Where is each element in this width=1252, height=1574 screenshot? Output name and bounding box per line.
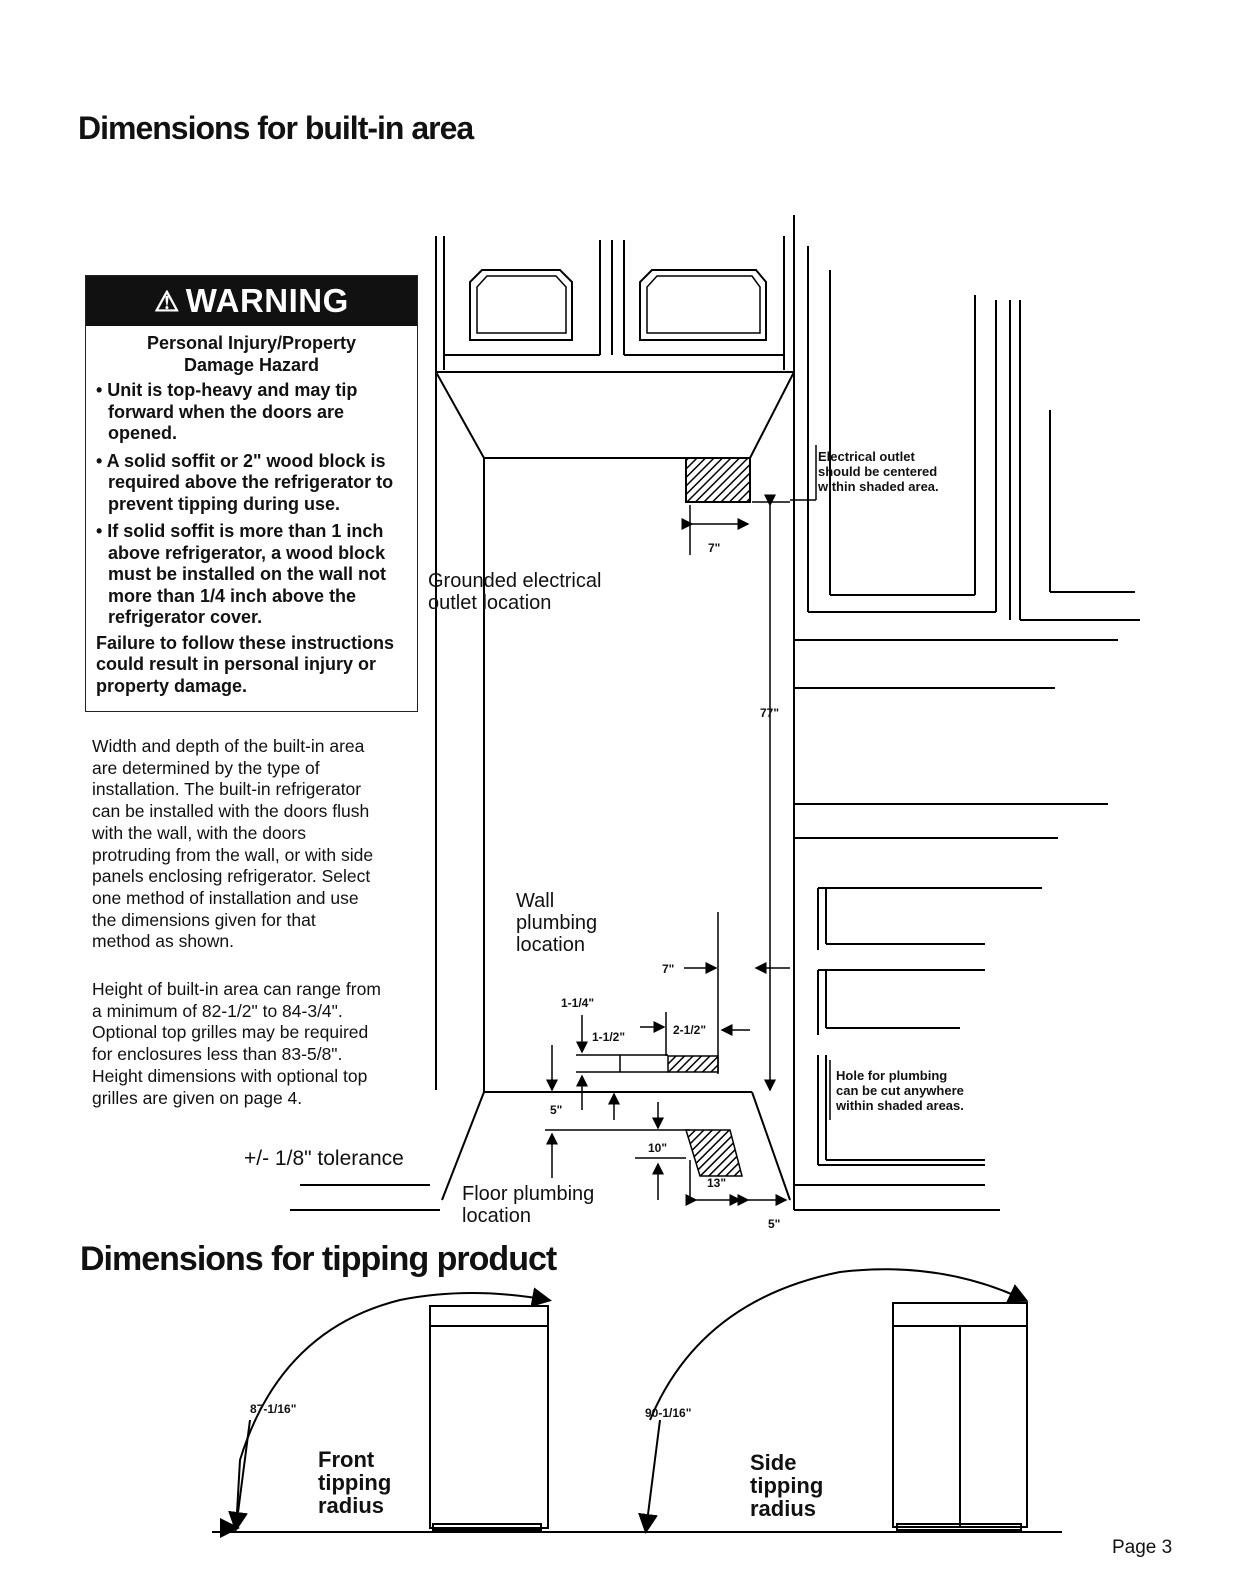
page-title: Dimensions for built-in area <box>78 110 474 146</box>
side-radius-value: 90-1/16" <box>645 1406 692 1420</box>
dim-5-left: 5" <box>550 1103 563 1117</box>
page-number: Page 3 <box>1112 1537 1173 1558</box>
warning-failure: Failure to follow these instructions could result in personal injury or property damage. <box>96 632 395 696</box>
floor-plumbing-label: Floor plumbing location <box>462 1183 595 1227</box>
side-tipping-label: Side tipping radius <box>750 1450 824 1521</box>
grounded-outlet-label: Grounded electrical outlet location <box>428 570 602 614</box>
dim-13: 13" <box>707 1176 727 1190</box>
electrical-note: Electrical outlet should be centered within shaded area. <box>818 449 939 494</box>
dim-outlet-offset: 7" <box>708 541 721 555</box>
front-tipping-label: Front tipping radius <box>318 1447 392 1518</box>
tipping-section-title: Dimensions for tipping product <box>80 1240 557 1278</box>
dim-10: 10" <box>648 1141 668 1155</box>
dim-1-1-4: 1-1/4" <box>561 996 595 1010</box>
dim-5-right: 5" <box>768 1217 781 1231</box>
plumbing-note: Hole for plumbing can be cut anywhere within shaded areas. <box>836 1068 964 1113</box>
width-depth-paragraph: Width and depth of the built-in area are determined by the type of installation. The built-in refrigerator can be installed with the doors flush with the wall, with the doors protruding from the wall, or with side panels enclosing refrigerator. Select one method of installation and use the dimensions given for that method as shown. <box>92 736 374 952</box>
warning-title: WARNING <box>185 282 349 319</box>
height-paragraph: Height of built-in area can range from a minimum of 82-1/2" to 84-3/4". Optional top grilles may be required for enclosures less than 83-5/8". Height dimensions with optional top grilles are given on page 4. <box>92 979 381 1108</box>
tolerance-note: +/- 1/8" tolerance <box>244 1147 404 1170</box>
dim-wall-7: 7" <box>662 962 675 976</box>
dim-outlet-height: 77" <box>760 706 780 720</box>
warning-bullet: • Unit is top-heavy and may tip forward when the doors are opened. <box>96 380 358 443</box>
front-radius-value: 87-1/16" <box>250 1402 297 1416</box>
wall-plumbing-label: Wall plumbing location <box>516 890 598 956</box>
warning-bullet: • A solid soffit or 2" wood block is required above the refrigerator to prevent tipping during use. <box>96 450 394 514</box>
dim-1-1-2: 1-1/2" <box>592 1030 626 1044</box>
warning-hazard: Personal Injury/Property Damage Hazard <box>146 333 357 375</box>
dim-2-1-2: 2-1/2" <box>673 1023 707 1037</box>
warning-bullet: • If solid soffit is more than 1 inch above refrigerator, a wood block must be installed on the wall not more than 1/4 inch above the refrigerator cover. <box>96 521 387 627</box>
warning-triangle-icon: ⚠ <box>154 285 180 317</box>
